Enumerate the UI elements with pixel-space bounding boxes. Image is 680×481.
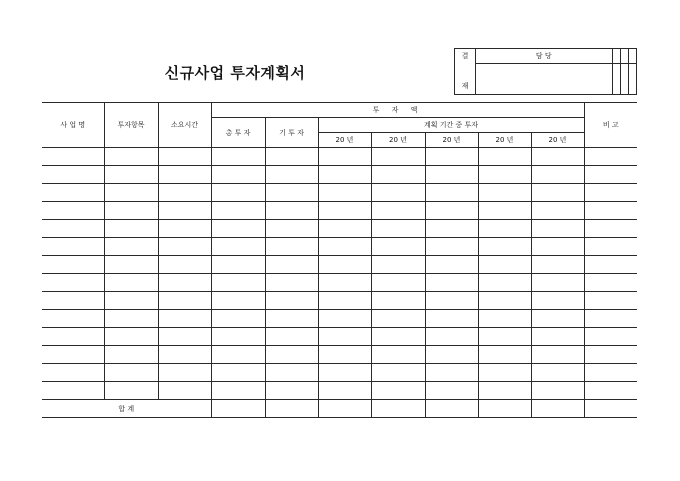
table-cell[interactable]: [42, 166, 104, 184]
table-cell[interactable]: [478, 346, 531, 364]
table-row: [42, 346, 637, 364]
table-cell[interactable]: [211, 292, 265, 310]
table-cell[interactable]: [265, 364, 318, 382]
table-cell[interactable]: [531, 382, 584, 400]
approval-sign-cell[interactable]: [628, 64, 636, 95]
table-cell[interactable]: [265, 292, 318, 310]
table-cell[interactable]: [265, 184, 318, 202]
header-prior-investment: 기 투 자: [265, 118, 318, 148]
table-row: [42, 202, 637, 220]
table-cell[interactable]: [42, 256, 104, 274]
table-cell[interactable]: [265, 220, 318, 238]
table-cell[interactable]: [158, 346, 211, 364]
approval-header-blank: [620, 49, 628, 64]
table-cell[interactable]: [104, 148, 158, 166]
table-cell[interactable]: [158, 382, 211, 400]
table-cell[interactable]: [371, 382, 425, 400]
table-cell[interactable]: [104, 382, 158, 400]
table-cell[interactable]: [425, 292, 478, 310]
table-cell[interactable]: [478, 274, 531, 292]
table-cell[interactable]: [42, 238, 104, 256]
table-cell[interactable]: [584, 364, 637, 382]
table-cell[interactable]: [104, 256, 158, 274]
table-cell[interactable]: [158, 238, 211, 256]
total-cell[interactable]: [211, 400, 265, 418]
table-cell[interactable]: [531, 328, 584, 346]
table-cell[interactable]: [531, 310, 584, 328]
table-cell[interactable]: [318, 166, 371, 184]
table-cell[interactable]: [478, 256, 531, 274]
header-year: 20 년: [371, 133, 425, 148]
total-label: 합 계: [42, 400, 211, 418]
table-row: [42, 274, 637, 292]
table-cell[interactable]: [42, 292, 104, 310]
total-row: [42, 400, 637, 418]
total-cell[interactable]: [318, 400, 371, 418]
table-cell[interactable]: [158, 220, 211, 238]
table-cell[interactable]: [42, 328, 104, 346]
table-cell[interactable]: [531, 184, 584, 202]
table-cell[interactable]: [371, 310, 425, 328]
table-cell[interactable]: [478, 202, 531, 220]
table-cell[interactable]: [42, 184, 104, 202]
table-cell[interactable]: [104, 202, 158, 220]
table-cell[interactable]: [42, 274, 104, 292]
table-cell[interactable]: [158, 256, 211, 274]
table-cell[interactable]: [211, 328, 265, 346]
table-cell[interactable]: [211, 346, 265, 364]
table-cell[interactable]: [531, 346, 584, 364]
table-cell[interactable]: [478, 166, 531, 184]
total-cell[interactable]: [531, 400, 584, 418]
table-cell[interactable]: [265, 274, 318, 292]
table-cell[interactable]: [371, 220, 425, 238]
table-cell[interactable]: [371, 166, 425, 184]
table-cell[interactable]: [158, 184, 211, 202]
table-cell[interactable]: [425, 220, 478, 238]
table-cell[interactable]: [425, 184, 478, 202]
approval-box: [454, 48, 637, 95]
table-cell[interactable]: [425, 346, 478, 364]
table-cell[interactable]: [584, 310, 637, 328]
table-cell[interactable]: [318, 202, 371, 220]
approval-sign-cell[interactable]: [620, 64, 628, 95]
approval-header-staff: 담 당: [476, 49, 613, 64]
table-cell[interactable]: [318, 184, 371, 202]
table-cell[interactable]: [478, 148, 531, 166]
table-cell[interactable]: [211, 220, 265, 238]
table-cell[interactable]: [318, 256, 371, 274]
table-cell[interactable]: [425, 256, 478, 274]
table-row: [42, 220, 637, 238]
table-cell[interactable]: [584, 328, 637, 346]
table-cell[interactable]: [265, 166, 318, 184]
table-cell[interactable]: [318, 382, 371, 400]
total-cell[interactable]: [584, 400, 637, 418]
approval-header-blank: [628, 49, 636, 64]
table-cell[interactable]: [531, 256, 584, 274]
table-cell[interactable]: [104, 292, 158, 310]
table-cell[interactable]: [371, 346, 425, 364]
table-cell[interactable]: [211, 310, 265, 328]
table-cell[interactable]: [42, 202, 104, 220]
table-cell[interactable]: [265, 256, 318, 274]
table-row: [42, 382, 637, 400]
table-cell[interactable]: [531, 292, 584, 310]
table-cell[interactable]: [42, 220, 104, 238]
approval-label: 결 재: [455, 49, 476, 95]
table-cell[interactable]: [531, 364, 584, 382]
table-cell[interactable]: [318, 364, 371, 382]
table-cell[interactable]: [531, 148, 584, 166]
table-cell[interactable]: [104, 310, 158, 328]
table-cell[interactable]: [584, 238, 637, 256]
header-year: 20 년: [478, 133, 531, 148]
table-cell[interactable]: [425, 382, 478, 400]
table-cell[interactable]: [371, 256, 425, 274]
table-cell[interactable]: [318, 292, 371, 310]
table-cell[interactable]: [478, 292, 531, 310]
table-cell[interactable]: [371, 238, 425, 256]
table-cell[interactable]: [318, 346, 371, 364]
header-total-investment: 총 투 자: [211, 118, 265, 148]
table-cell[interactable]: [158, 202, 211, 220]
table-cell[interactable]: [318, 148, 371, 166]
table-cell[interactable]: [211, 256, 265, 274]
header-investment-amount: 투 자 액: [211, 103, 584, 118]
table-cell[interactable]: [478, 328, 531, 346]
table-cell[interactable]: [371, 364, 425, 382]
table-cell[interactable]: [371, 184, 425, 202]
table-cell[interactable]: [584, 346, 637, 364]
table-cell[interactable]: [478, 382, 531, 400]
table-row: [42, 364, 637, 382]
table-row: [42, 184, 637, 202]
table-cell[interactable]: [42, 382, 104, 400]
table-cell[interactable]: [584, 256, 637, 274]
table-cell[interactable]: [104, 328, 158, 346]
approval-sign-cell[interactable]: [476, 64, 613, 95]
header-year: 20 년: [531, 133, 584, 148]
table-cell[interactable]: [104, 364, 158, 382]
table-cell[interactable]: [318, 238, 371, 256]
table-cell[interactable]: [42, 148, 104, 166]
table-cell[interactable]: [531, 274, 584, 292]
table-cell[interactable]: [584, 292, 637, 310]
table-cell[interactable]: [584, 382, 637, 400]
table-cell[interactable]: [42, 364, 104, 382]
table-cell[interactable]: [584, 202, 637, 220]
table-cell[interactable]: [425, 148, 478, 166]
document-title: 신규사업 투자계획서: [164, 64, 306, 82]
table-cell[interactable]: [531, 202, 584, 220]
table-cell[interactable]: [318, 274, 371, 292]
table-cell[interactable]: [42, 346, 104, 364]
table-cell[interactable]: [371, 328, 425, 346]
table-cell[interactable]: [265, 202, 318, 220]
table-cell[interactable]: [371, 274, 425, 292]
table-row: [42, 292, 637, 310]
table-cell[interactable]: [531, 238, 584, 256]
table-cell[interactable]: [211, 364, 265, 382]
approval-sign-cell[interactable]: [612, 64, 620, 95]
table-cell[interactable]: [318, 328, 371, 346]
table-row: [42, 148, 637, 166]
table-cell[interactable]: [425, 328, 478, 346]
table-cell[interactable]: [211, 238, 265, 256]
table-cell[interactable]: [211, 202, 265, 220]
table-cell[interactable]: [478, 238, 531, 256]
table-cell[interactable]: [158, 274, 211, 292]
table-cell[interactable]: [158, 310, 211, 328]
table-cell[interactable]: [425, 364, 478, 382]
table-cell[interactable]: [584, 166, 637, 184]
header-year: 20 년: [318, 133, 371, 148]
table-row: [42, 328, 637, 346]
table-cell[interactable]: [104, 274, 158, 292]
table-cell[interactable]: [104, 238, 158, 256]
total-cell[interactable]: [478, 400, 531, 418]
table-row: [42, 238, 637, 256]
table-cell[interactable]: [211, 382, 265, 400]
table-cell[interactable]: [584, 274, 637, 292]
table-cell[interactable]: [265, 346, 318, 364]
table-cell[interactable]: [425, 202, 478, 220]
header-year: 20 년: [425, 133, 478, 148]
table-cell[interactable]: [425, 166, 478, 184]
header-planned-investment: 계획 기간 중 투자: [318, 118, 584, 133]
table-cell[interactable]: [425, 274, 478, 292]
total-cell[interactable]: [425, 400, 478, 418]
table-cell[interactable]: [211, 148, 265, 166]
table-cell[interactable]: [104, 220, 158, 238]
table-row: [42, 310, 637, 328]
table-row: [42, 256, 637, 274]
table-cell[interactable]: [478, 220, 531, 238]
table-cell[interactable]: [158, 292, 211, 310]
approval-header-blank: [612, 49, 620, 64]
table-cell[interactable]: [318, 220, 371, 238]
investment-plan-table: [42, 102, 637, 418]
header-investment-item: 투자항목: [104, 103, 158, 148]
table-cell[interactable]: [371, 148, 425, 166]
table-cell[interactable]: [265, 310, 318, 328]
table-cell[interactable]: [265, 382, 318, 400]
table-cell[interactable]: [42, 310, 104, 328]
table-cell[interactable]: [211, 274, 265, 292]
table-cell[interactable]: [318, 310, 371, 328]
table-cell[interactable]: [211, 166, 265, 184]
table-cell[interactable]: [425, 310, 478, 328]
table-cell[interactable]: [371, 292, 425, 310]
table-cell[interactable]: [158, 364, 211, 382]
table-cell[interactable]: [584, 148, 637, 166]
table-cell[interactable]: [478, 184, 531, 202]
table-cell[interactable]: [158, 148, 211, 166]
table-cell[interactable]: [104, 346, 158, 364]
table-row: [42, 166, 637, 184]
table-cell[interactable]: [265, 238, 318, 256]
table-cell[interactable]: [158, 166, 211, 184]
table-cell[interactable]: [265, 328, 318, 346]
table-cell[interactable]: [104, 184, 158, 202]
table-cell[interactable]: [158, 328, 211, 346]
table-cell[interactable]: [531, 166, 584, 184]
header-note: 비 고: [584, 103, 637, 148]
table-cell[interactable]: [478, 364, 531, 382]
header-required-time: 소요시간: [158, 103, 211, 148]
table-cell[interactable]: [211, 184, 265, 202]
table-cell[interactable]: [371, 202, 425, 220]
total-cell[interactable]: [265, 400, 318, 418]
table-cell[interactable]: [531, 220, 584, 238]
table-cell[interactable]: [425, 238, 478, 256]
table-cell[interactable]: [265, 148, 318, 166]
total-cell[interactable]: [371, 400, 425, 418]
table-cell[interactable]: [584, 220, 637, 238]
table-cell[interactable]: [584, 184, 637, 202]
table-cell[interactable]: [104, 166, 158, 184]
header-business-name: 사 업 명: [42, 103, 104, 148]
table-cell[interactable]: [478, 310, 531, 328]
